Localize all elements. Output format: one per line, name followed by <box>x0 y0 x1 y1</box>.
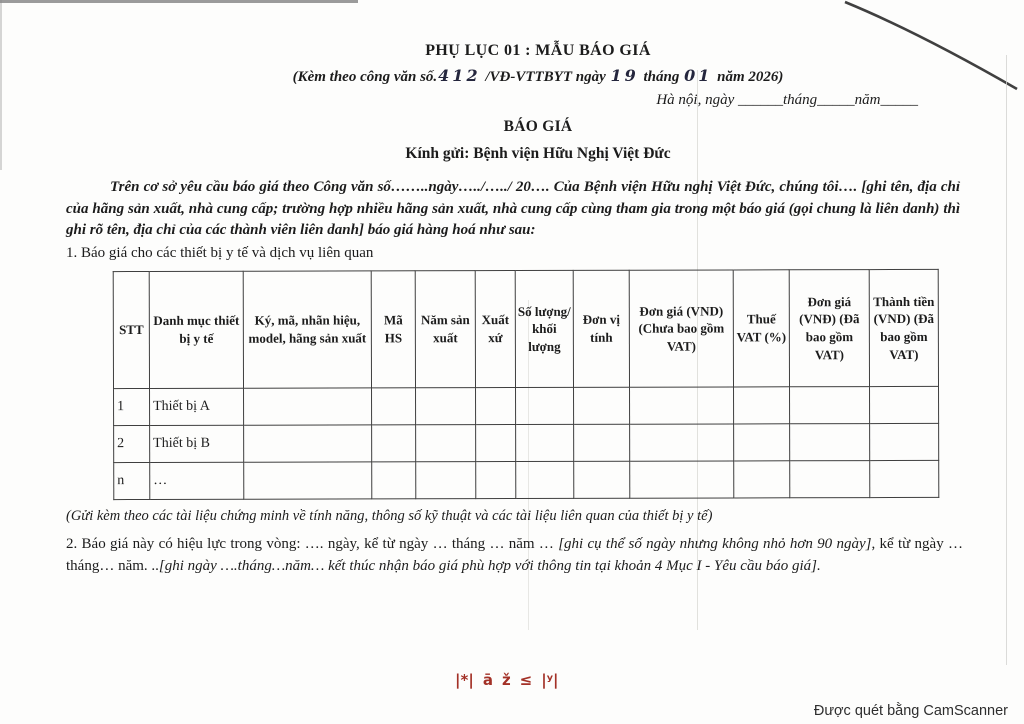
camscanner-watermark: Được quét bằng CamScanner <box>813 703 1008 719</box>
table-cell: n <box>114 462 150 499</box>
column-header: Thuế VAT (%) <box>733 270 789 387</box>
section-2-text: , kể từ ngày … tháng… năm. .. <box>66 535 963 575</box>
table-cell <box>734 461 790 498</box>
table-cell <box>870 423 939 460</box>
column-header: Đơn giá (VNĐ) (Đã bao gồm VAT) <box>789 269 869 386</box>
table-cell <box>734 424 790 461</box>
column-header: Đơn vị tính <box>573 270 629 387</box>
place-date-line: Hà nội, ngày ______tháng_____năm_____ <box>656 92 918 108</box>
table-cell <box>790 423 870 460</box>
table-cell <box>476 461 516 498</box>
table-row <box>114 386 939 425</box>
table-cell <box>476 424 516 461</box>
column-header: Số lượng/ khối lượng <box>515 270 573 387</box>
table-cell <box>630 387 734 424</box>
table-cell <box>516 424 574 461</box>
document-title: PHỤ LỤC 01 : MẪU BÁO GIÁ <box>425 42 651 59</box>
attachment-line <box>62 66 1014 86</box>
column-header: Mã HS <box>371 271 415 388</box>
column-header: Đơn giá (VND) (Chưa bao gồm VAT) <box>629 270 733 387</box>
table-cell <box>416 424 476 461</box>
intro-paragraph: Trên cơ sở yêu cầu báo giá theo Công văn số……..ngày…../…../ 20…. Của Bệnh viện Hữu nghị Việt Đức, chúng tôi…. [ghi tên, địa chỉ của hãng sản xuất, nhà cung cấp; trường hợp nhiều hãng sản xuất, nhà cung cấp cùng tham gia trong một báo giá (gọi chung là liên danh) thì ghi rõ tên, địa chỉ của các thành viên liên danh] báo giá hàng hoá như sau: <box>66 179 960 239</box>
table-cell <box>574 387 630 424</box>
table-header-row <box>113 269 938 388</box>
table-cell <box>476 387 516 424</box>
column-header: Ký, mã, nhãn hiệu, model, hãng sản xuất <box>243 271 371 388</box>
table-cell <box>516 387 574 424</box>
handwritten-month: 01 <box>684 66 713 85</box>
table-cell: 2 <box>114 425 150 462</box>
stamp-fragment: ā <box>482 671 493 689</box>
table-cell <box>574 461 630 498</box>
column-header: STT <box>113 271 149 388</box>
table-cell <box>516 461 574 498</box>
table-cell <box>790 386 870 423</box>
column-header: Thành tiền (VND) (Đã bao gồm VAT) <box>869 269 938 386</box>
attachment-line-text: tháng <box>639 69 684 85</box>
quote-heading: BÁO GIÁ <box>503 118 573 135</box>
section-2-text: 2. Báo giá này có hiệu lực trong vòng: …. ngày, kể từ ngày … tháng … năm … <box>66 535 559 552</box>
table-cell <box>244 462 372 499</box>
section-2-bracket-note: [ghi ngày ….tháng…năm… kết thúc nhận báo giá phù hợp với thông tin tại khoản 4 Mục I - Yêu cầu báo giá]. <box>158 558 821 575</box>
table-cell <box>734 387 790 424</box>
attachment-line-text: /VĐ-VTTBYT ngày <box>481 69 610 85</box>
quotation-table <box>113 269 940 500</box>
section-2-bracket-note: [ghi cụ thể số ngày nhưng không nhỏ hơn 90 ngày] <box>558 535 872 552</box>
table-cell <box>416 387 476 424</box>
table-cell <box>372 388 416 425</box>
column-header: Năm sản xuất <box>415 270 475 387</box>
table-cell <box>372 425 416 462</box>
scan-left-edge-shadow <box>0 0 2 170</box>
table-cell <box>870 386 939 423</box>
handwritten-day: 19 <box>610 66 639 85</box>
stamp-fragment: |*| <box>455 671 474 689</box>
recipient-line: Kính gửi: Bệnh viện Hữu Nghị Việt Đức <box>405 145 671 162</box>
table-cell: … <box>150 462 244 499</box>
section-1-title: 1. Báo giá cho các thiết bị y tế và dịch vụ liên quan <box>66 244 374 261</box>
table-cell <box>416 461 476 498</box>
table-row <box>114 423 939 462</box>
table-cell: 1 <box>114 388 150 425</box>
table-cell <box>244 425 372 462</box>
stamp-fragment: ≤ <box>519 671 533 689</box>
table-row <box>114 460 939 499</box>
table-cell: Thiết bị A <box>150 388 244 425</box>
table-cell <box>574 424 630 461</box>
column-header: Danh mục thiết bị y tế <box>149 271 243 388</box>
table-cell: Thiết bị B <box>150 425 244 462</box>
table-cell <box>790 460 870 497</box>
table-cell <box>630 461 734 498</box>
section-2-paragraph <box>66 533 963 578</box>
handwritten-doc-number: 412 <box>438 66 481 85</box>
attachment-line-text: (Kèm theo công văn số. <box>292 69 438 85</box>
table-cell <box>870 460 939 497</box>
table-note: (Gửi kèm theo các tài liệu chứng minh về tính năng, thông số kỹ thuật và các tài liệu liên quan của thiết bị y tế) <box>66 507 713 524</box>
attachment-line-text: năm 2026) <box>713 69 784 85</box>
column-header: Xuất xứ <box>475 270 515 387</box>
stamp-fragment: ž <box>501 671 511 689</box>
red-stamp-marks <box>455 669 625 691</box>
stamp-fragment: |ʸ| <box>541 671 559 689</box>
table-cell <box>244 388 372 425</box>
document-body <box>62 0 1014 578</box>
table-cell <box>630 424 734 461</box>
table-cell <box>372 462 416 499</box>
